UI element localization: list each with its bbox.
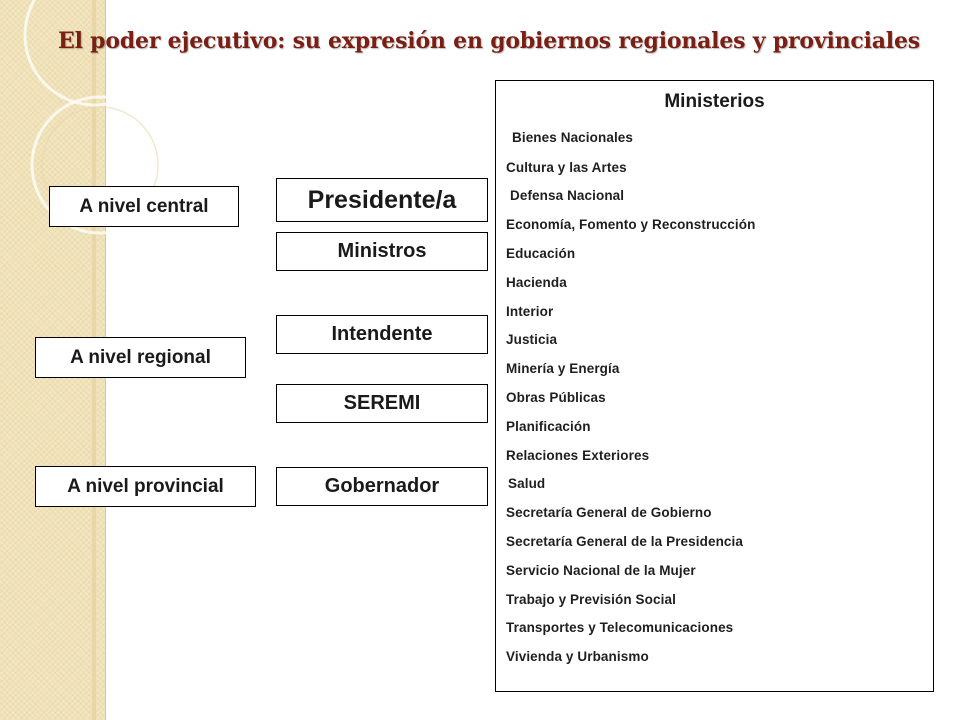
ministry-item: Transportes y Telecomunicaciones — [506, 620, 734, 635]
level-central-box: A nivel central — [49, 186, 239, 227]
level-regional-box: A nivel regional — [35, 337, 246, 378]
page-title: El poder ejecutivo: su expresión en gobiernos regionales y provinciales — [58, 28, 920, 54]
ministry-item: Interior — [506, 304, 554, 319]
ministry-item: Planificación — [506, 419, 591, 434]
ministry-item: Minería y Energía — [506, 361, 620, 376]
president-box: Presidente/a — [276, 178, 488, 222]
governor-box: Gobernador — [276, 467, 488, 506]
ministry-item: Justicia — [506, 332, 558, 347]
ministry-item: Bienes Nacionales — [512, 130, 634, 145]
ministry-item: Defensa Nacional — [510, 188, 625, 203]
ministry-item: Servicio Nacional de la Mujer — [506, 563, 696, 578]
level-provincial-box: A nivel provincial — [35, 466, 256, 507]
ministry-item: Educación — [506, 246, 576, 261]
ministry-item: Relaciones Exteriores — [506, 448, 650, 463]
ministry-item: Secretaría General de la Presidencia — [506, 534, 743, 549]
ministry-item: Vivienda y Urbanismo — [506, 649, 649, 664]
ministry-item: Cultura y las Artes — [506, 160, 627, 175]
ministries-box — [495, 80, 934, 692]
intendente-box: Intendente — [276, 315, 488, 354]
ministry-item: Obras Públicas — [506, 390, 606, 405]
ministry-item: Hacienda — [506, 275, 567, 290]
ministry-item: Trabajo y Previsión Social — [506, 592, 676, 607]
seremi-box: SEREMI — [276, 384, 488, 423]
ministers-box: Ministros — [276, 232, 488, 271]
ministry-item: Secretaría General de Gobierno — [506, 505, 712, 520]
ministries-heading: Ministerios — [664, 91, 765, 112]
ministry-item: Economía, Fomento y Reconstrucción — [506, 217, 756, 232]
ministry-item: Salud — [508, 476, 546, 491]
